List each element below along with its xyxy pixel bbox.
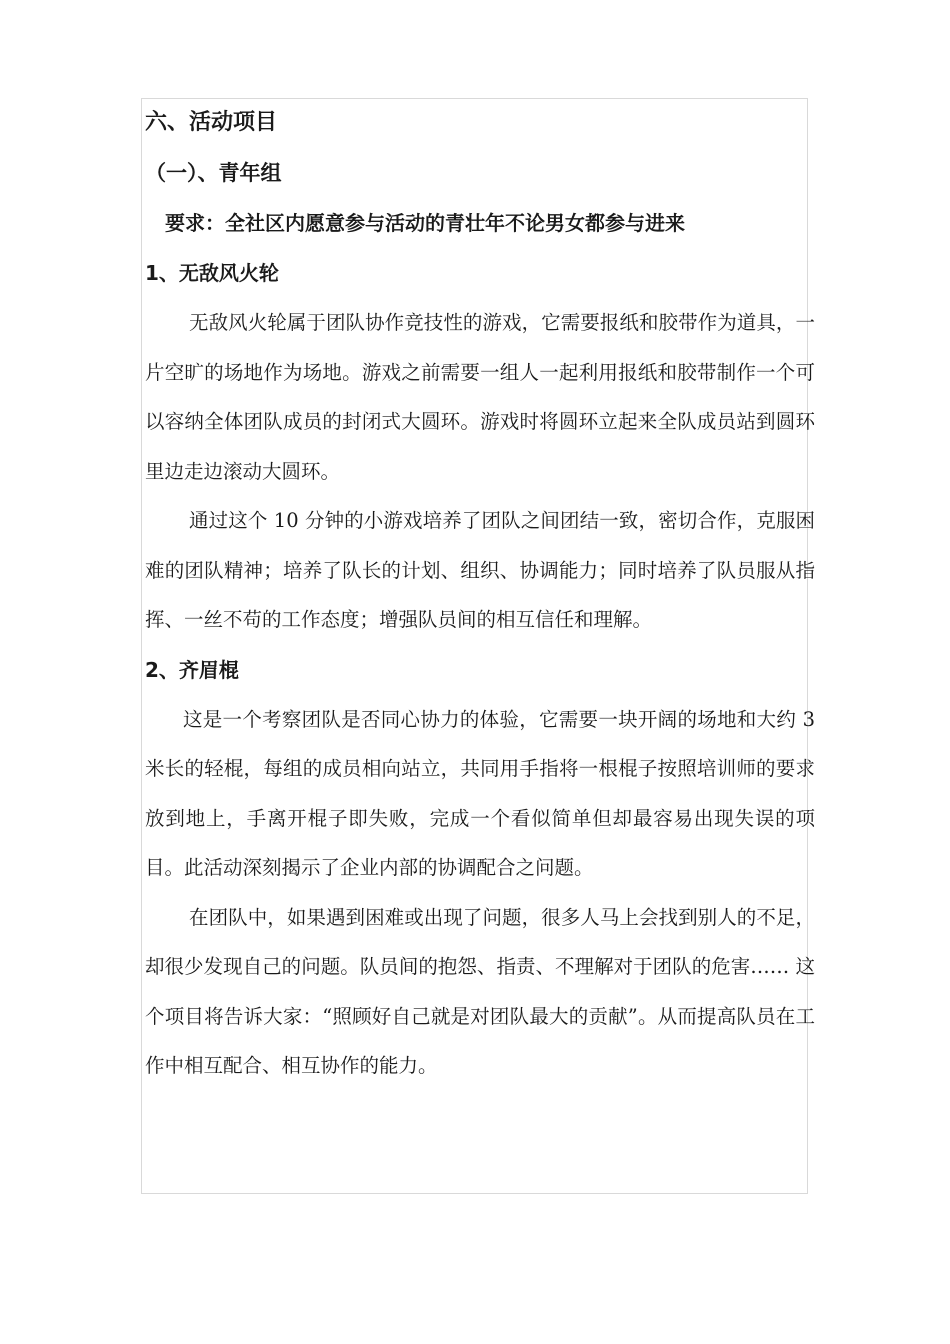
item-heading-stick: 2、齐眉棍 [145,657,239,682]
item-paragraph-stick-benefit: 在团队中，如果遇到困难或出现了问题，很多人马上会找到别人的不足，却很少发现自己的问题。队员间的抱怨、指责、不理解对于团队的危害…… 这个项目将告诉大家：“照顾好自己就是对团队最大的贡献”。从而提高队员在工作中相互配合、相互协作的能力。 [145,905,815,1077]
document-body [145,98,815,1091]
group-heading: （一）、青年组 [145,161,282,185]
item-paragraph-stick-intro: 这是一个考察团队是否同心协力的体验，它需要一块开阔的场地和大约 3 米长的轻棍，每组的成员相向站立，共同用手指将一根棍子按照培训师的要求放到地上，手离开棍子即失败，完成一个看似简单但却最容易出现失误的项目。此活动深刻揭示了企业内部的协调配合之问题。 [145,707,815,879]
item-paragraph-wheel-benefit: 通过这个 10 分钟的小游戏培养了团队之间团结一致，密切合作，克服困难的团队精神；培养了队长的计划、组织、协调能力；同时培养了队员服从指挥、一丝不苟的工作态度；增强队员间的相互信任和理解。 [145,509,815,631]
section-heading: 六、活动项目 [145,110,278,135]
group-requirement: 要求：全社区内愿意参与活动的青壮年不论男女都参与进来 [165,211,685,235]
item-paragraph-wheel-intro: 无敌风火轮属于团队协作竞技性的游戏，它需要报纸和胶带作为道具，一片空旷的场地作为场地。游戏之前需要一组人一起利用报纸和胶带制作一个可以容纳全体团队成员的封闭式大圆环。游戏时将圆环立起来全队成员站到圆环里边走边滚动大圆环。 [145,311,815,483]
item-heading-wheel: 1、无敌风火轮 [145,261,279,285]
